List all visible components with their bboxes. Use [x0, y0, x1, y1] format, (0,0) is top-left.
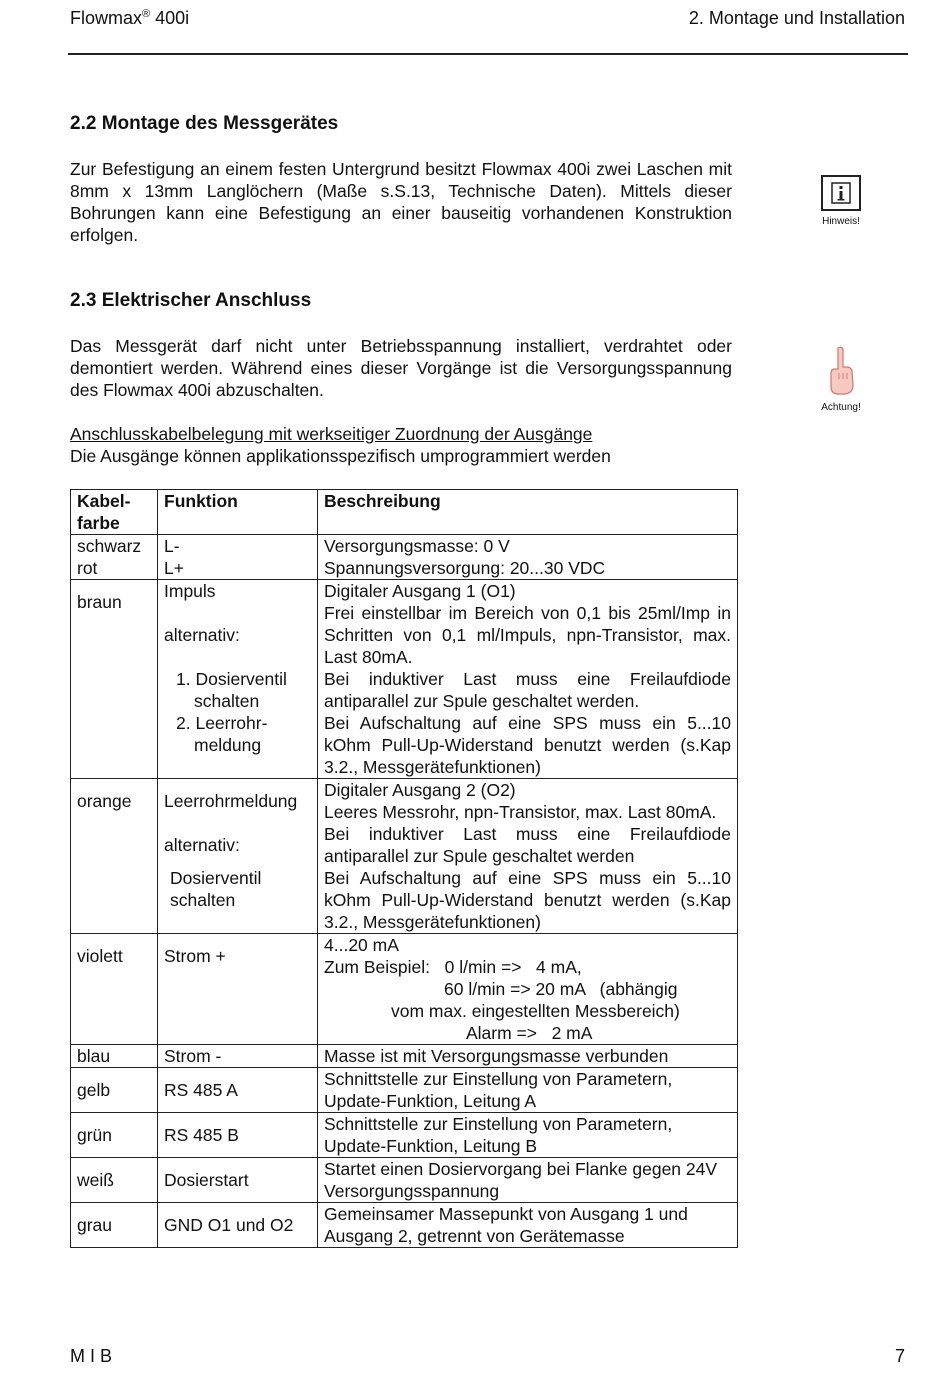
section-2-3-title: 2.3 Elektrischer Anschluss [70, 290, 312, 311]
cable-color-cell: gelb [71, 1068, 158, 1113]
function-cell: Leerrohrmeldung alternativ: Dosierventil schalten [158, 779, 318, 934]
description-cell: Schnittstelle zur Einstellung von Parametern, Update-Funktion, Leitung A [318, 1068, 738, 1113]
col-header-description: Beschreibung [318, 490, 738, 535]
function-cell: Strom + [158, 934, 318, 1045]
table-row [71, 1045, 738, 1068]
function-cell: L- L+ [158, 535, 318, 580]
description-cell: Digitaler Ausgang 2 (O2) Leeres Messrohr, npn-Transistor, max. Last 80mA. Bei induktiver Last muss eine Freilaufdiode antiparallel zur Spule geschaltet werden Bei Aufschaltung auf eine SPS muss ein 5...10 kOhm Pull-Up-Widerstand benutzt werden (s.Kap 3.2., Messgerätefunktionen) [318, 779, 738, 934]
achtung-note [820, 345, 862, 413]
section-2-2-title: 2.2 Montage des Messgerätes [70, 113, 339, 134]
section-2-2-text: Zur Befestigung an einem festen Untergrund besitzt Flowmax 400i zwei Laschen mit 8mm x 13mm Langlöchern (Maße s.S.13, Technische Daten). Mittels dieser Bohrungen kann eine Befestigung an einer bauseitig vorhandenen Konstruktion erfolgen. [70, 159, 732, 245]
function-cell: RS 485 B [158, 1113, 318, 1158]
function-cell: RS 485 A [158, 1068, 318, 1113]
cable-color-cell: grün [71, 1113, 158, 1158]
table-row [71, 580, 738, 779]
footer-company: M I B [70, 1346, 113, 1366]
table-row [71, 1203, 738, 1248]
function-cell: Dosierstart [158, 1158, 318, 1203]
table-row [71, 1113, 738, 1158]
description-cell: Gemeinsamer Massepunkt von Ausgang 1 und Ausgang 2, getrennt von Gerätemasse [318, 1203, 738, 1248]
function-cell: Strom - [158, 1045, 318, 1068]
cable-color-cell: weiß [71, 1158, 158, 1203]
pointing-hand-icon [821, 345, 861, 397]
col-header-cable-color: Kabel-farbe [71, 490, 158, 535]
cable-color-cell: orange [71, 779, 158, 934]
hinweis-note [820, 175, 862, 227]
achtung-label: Achtung! [821, 402, 861, 413]
description-cell: Schnittstelle zur Einstellung von Parametern, Update-Funktion, Leitung B [318, 1113, 738, 1158]
description-cell: Digitaler Ausgang 1 (O1) Frei einstellbar im Bereich von 0,1 bis 25ml/Imp in Schritten von 0,1 ml/Impuls, npn-Transistor, max. Last 80mA. Bei induktiver Last muss eine Freilaufdiode antiparallel zur Spule geschaltet werden. Bei Aufschaltung auf eine SPS muss ein 5...10 kOhm Pull-Up-Widerstand benutzt werden (s.Kap 3.2., Messgerätefunktionen) [318, 580, 738, 779]
cable-color-cell: violett [71, 934, 158, 1045]
table-row [71, 535, 738, 580]
table-row [71, 1158, 738, 1203]
table-header-row [71, 490, 738, 535]
cable-color-cell: grau [71, 1203, 158, 1248]
description-cell: Versorgungsmasse: 0 V Spannungsversorgung: 20...30 VDC [318, 535, 738, 580]
registered-mark: ® [142, 8, 151, 20]
cable-color-cell: schwarz rot [71, 535, 158, 580]
function-cell: Impuls alternativ: 1. Dosierventil schalten 2. Leerrohr-meldung [158, 580, 318, 779]
cable-assignment-heading: Anschlusskabelbelegung mit werkseitiger Zuordnung der Ausgänge [70, 424, 593, 444]
description-cell: Masse ist mit Versorgungsmasse verbunden [318, 1045, 738, 1068]
function-cell: GND O1 und O2 [158, 1203, 318, 1248]
cable-color-cell: blau [71, 1045, 158, 1068]
table-row [71, 934, 738, 1045]
cable-assignment-note: Die Ausgänge können applikationsspezifisch umprogrammiert werden [70, 446, 611, 466]
header-divider [68, 53, 908, 55]
table-row [71, 779, 738, 934]
hinweis-label: Hinweis! [822, 216, 860, 227]
description-cell: Startet einen Dosiervorgang bei Flanke gegen 24V Versorgungsspannung [318, 1158, 738, 1203]
info-icon [821, 175, 861, 211]
table-row [71, 1068, 738, 1113]
description-cell: 4...20 mA Zum Beispiel: 0 l/min => 4 mA, 60 l/min => 20 mA (abhängig vom max. eingestellten Messbereich) Alarm => 2 mA [318, 934, 738, 1045]
col-header-function: Funktion [158, 490, 318, 535]
header-title [70, 8, 189, 29]
page-number: 7 [894, 1346, 905, 1366]
cable-color-cell: braun [71, 580, 158, 779]
section-2-3-text: Das Messgerät darf nicht unter Betriebsspannung installiert, verdrahtet oder demontiert werden. Während eines dieser Vorgänge ist die Versorgungsspannung des Flowmax 400i abzuschalten. [70, 336, 732, 400]
header-chapter: 2. Montage und Installation [688, 8, 905, 28]
header-product: Flowmax [70, 8, 143, 28]
cable-assignment-table [70, 489, 738, 1248]
header-model: 400i [150, 8, 190, 28]
